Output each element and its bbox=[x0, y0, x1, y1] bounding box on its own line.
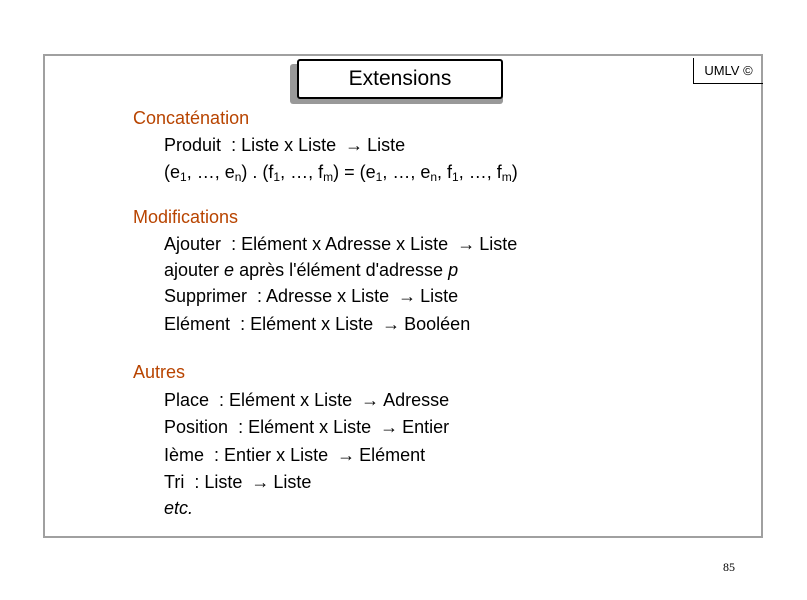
op-signature: : Adresse x Liste bbox=[257, 286, 390, 306]
op-signature: : Entier x Liste bbox=[214, 445, 329, 465]
op-signature: : Elément x Liste bbox=[240, 314, 374, 334]
op-signature: : Liste bbox=[194, 472, 243, 492]
section-heading-concatenation: Concaténation bbox=[133, 108, 250, 128]
right-arrow-icon: → bbox=[457, 234, 476, 254]
op-supprimer bbox=[164, 285, 458, 307]
op-signature: : Liste x Liste bbox=[231, 135, 337, 155]
op-result: Liste bbox=[479, 234, 518, 254]
op-name: Tri bbox=[164, 472, 185, 492]
op-name: Ajouter bbox=[164, 234, 222, 254]
op-signature: : Elément x Liste bbox=[238, 417, 372, 437]
op-name: Ième bbox=[164, 445, 205, 465]
right-arrow-icon: → bbox=[380, 417, 399, 437]
op-name: Produit bbox=[164, 135, 222, 155]
op-element bbox=[164, 313, 470, 335]
op-name: Supprimer bbox=[164, 286, 248, 306]
op-ajouter bbox=[164, 233, 517, 255]
op-tri bbox=[164, 471, 311, 493]
op-place bbox=[164, 389, 449, 411]
section-heading-autres: Autres bbox=[133, 362, 186, 382]
op-signature: : Elément x Liste bbox=[219, 390, 353, 410]
op-name: Place bbox=[164, 390, 210, 410]
page-number: 85 bbox=[723, 560, 735, 574]
section-heading-modifications: Modifications bbox=[133, 207, 239, 227]
right-arrow-icon: → bbox=[361, 390, 380, 410]
corner-label-text: UMLV © bbox=[704, 63, 753, 78]
slide-title-text: Extensions bbox=[348, 67, 452, 90]
op-ieme bbox=[164, 444, 425, 466]
right-arrow-icon: → bbox=[398, 286, 417, 306]
right-arrow-icon: → bbox=[345, 135, 364, 155]
op-name: Elément bbox=[164, 314, 231, 334]
op-signature: : Elément x Adresse x Liste bbox=[231, 234, 449, 254]
op-result: Liste bbox=[420, 286, 459, 306]
etc-text: etc. bbox=[164, 498, 194, 518]
op-result: Adresse bbox=[383, 390, 450, 410]
right-arrow-icon: → bbox=[337, 445, 356, 465]
right-arrow-icon: → bbox=[251, 472, 270, 492]
op-result: Liste bbox=[367, 135, 406, 155]
op-name: Position bbox=[164, 417, 229, 437]
op-produit bbox=[164, 134, 405, 156]
op-result: Entier bbox=[402, 417, 450, 437]
corner-label bbox=[693, 58, 763, 84]
slide-title bbox=[297, 59, 503, 99]
ajouter-description: ajouter e après l'élément d'adresse p bbox=[164, 260, 459, 280]
concat-formula: ($e_1$, …, $e_n$) . ($f_1$, …, $f_m) = (e_1$, …, $e_n$, $f_1$, …, $f_m$) bbox=[164, 162, 518, 184]
right-arrow-icon: → bbox=[382, 314, 401, 334]
op-result: Booléen bbox=[404, 314, 471, 334]
op-position bbox=[164, 416, 449, 438]
op-result: Elément bbox=[359, 445, 426, 465]
op-result: Liste bbox=[273, 472, 312, 492]
